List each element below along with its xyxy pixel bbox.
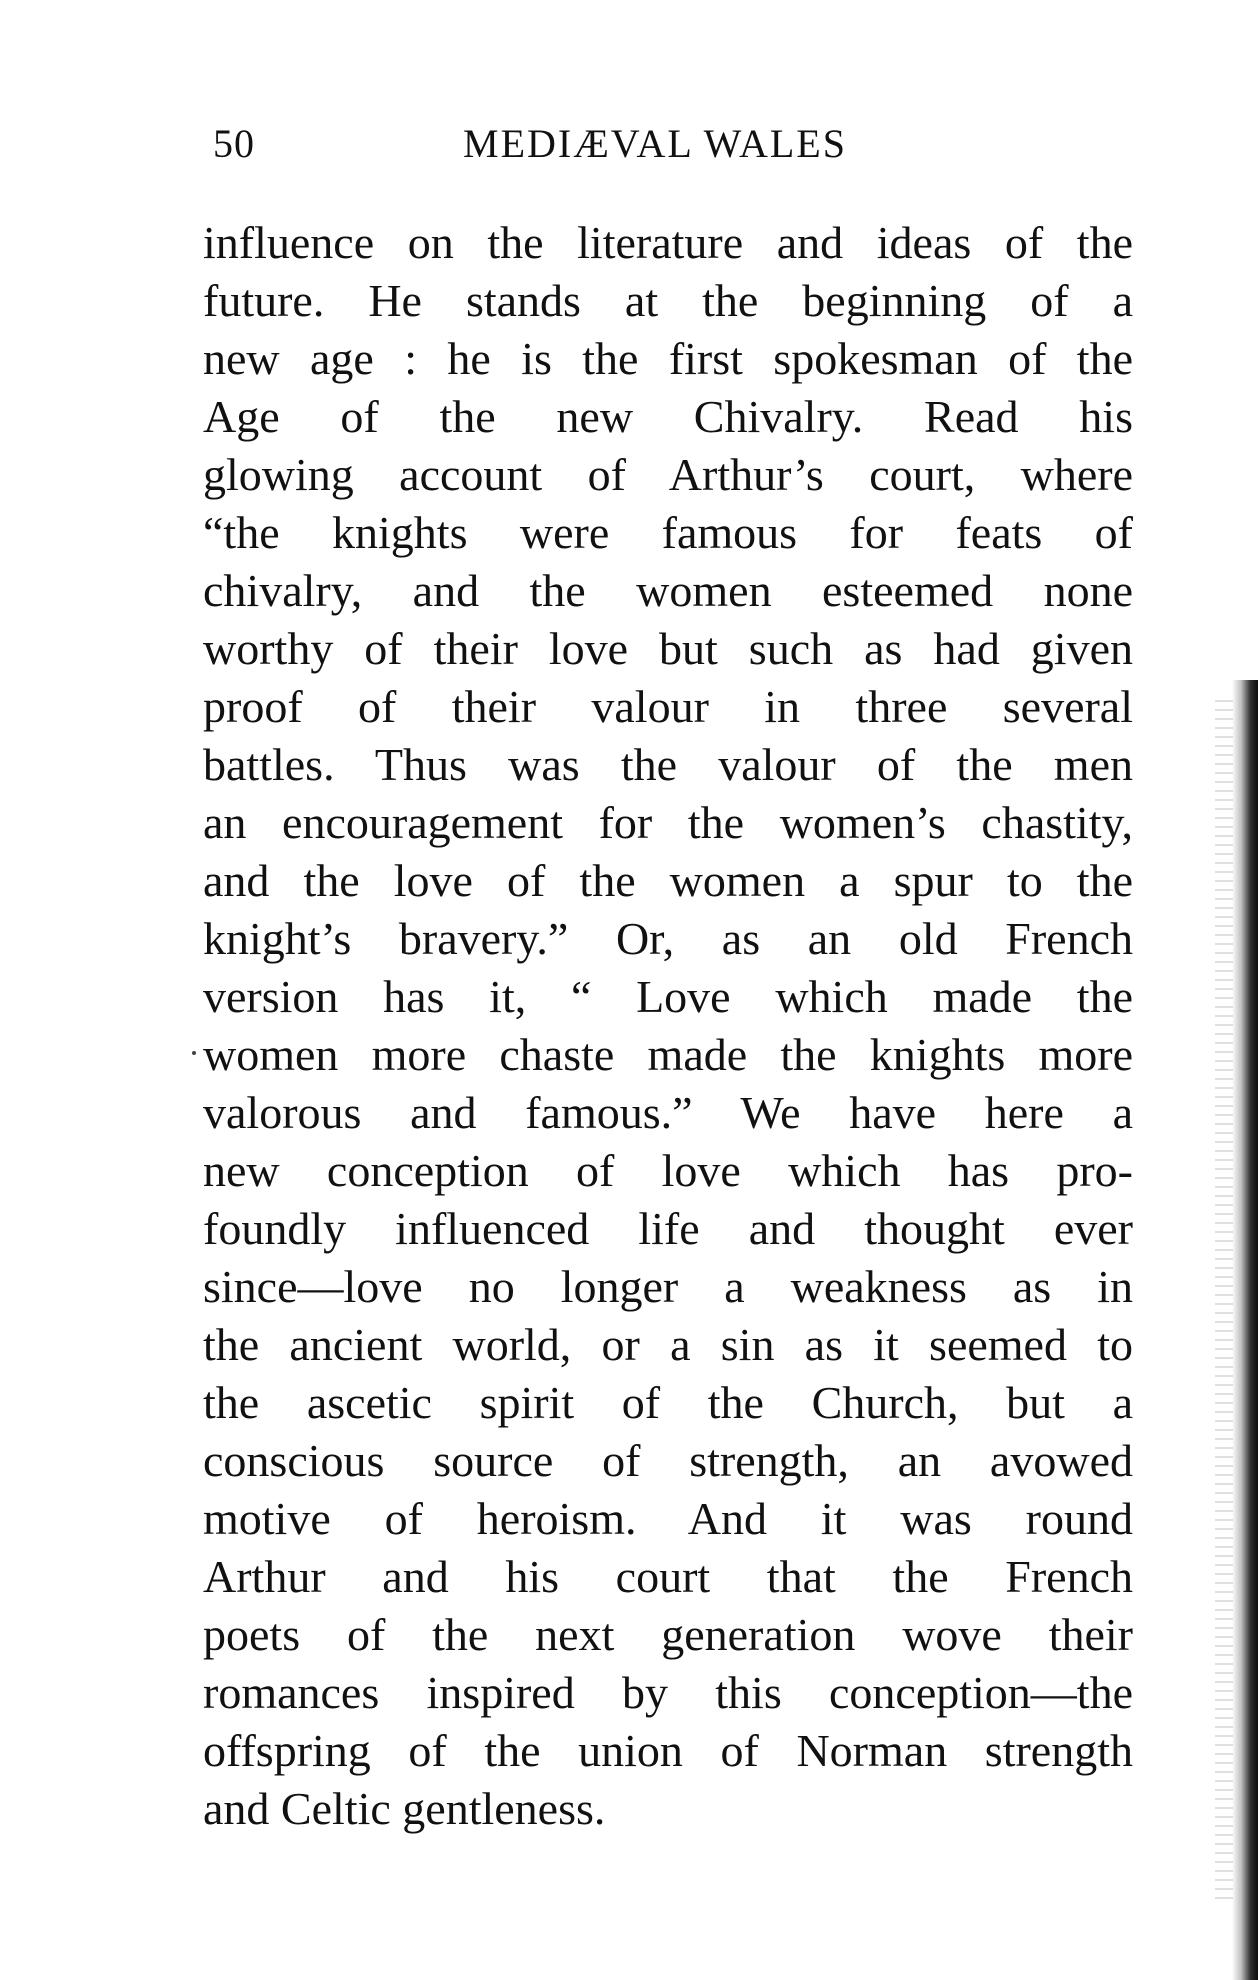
margin-speck: [192, 1051, 196, 1055]
text-line: offspring of the union of Norman strength: [203, 1725, 1133, 1776]
text-line: knight’s bravery.” Or, as an old French: [203, 913, 1133, 964]
text-line-last: and Celtic gentleness.: [203, 1783, 606, 1834]
text-line: the ancient world, or a sin as it seemed to: [203, 1319, 1133, 1370]
text-line: future. He stands at the beginning of a: [203, 275, 1133, 326]
text-line: Age of the new Chivalry. Read his: [203, 391, 1133, 442]
text-line: glowing account of Arthur’s court, where: [203, 449, 1133, 500]
text-line: battles. Thus was the valour of the men: [203, 739, 1133, 790]
text-line: motive of heroism. And it was round: [203, 1493, 1133, 1544]
running-title: MEDIÆVAL WALES: [463, 121, 847, 166]
text-line: new age : he is the first spokesman of the: [203, 333, 1133, 384]
text-line: and the love of the women a spur to the: [203, 855, 1133, 906]
text-line: an encouragement for the women’s chastity,: [203, 797, 1133, 848]
page-number: 50: [213, 121, 255, 166]
scan-gutter-shadow: [1232, 680, 1258, 1980]
body-text: [203, 214, 1133, 1838]
scan-gutter-specks: [1215, 700, 1233, 1900]
text-line: women more chaste made the knights more: [203, 1029, 1133, 1080]
text-line: since—love no longer a weakness as in: [203, 1261, 1133, 1312]
text-line: poets of the next generation wove their: [203, 1609, 1133, 1660]
text-line: the ascetic spirit of the Church, but a: [203, 1377, 1133, 1428]
text-line: proof of their valour in three several: [203, 681, 1133, 732]
text-line: valorous and famous.” We have here a: [203, 1087, 1133, 1138]
text-line: version has it, “ Love which made the: [203, 971, 1133, 1022]
text-line: foundly influenced life and thought ever: [203, 1203, 1133, 1254]
text-line: influence on the literature and ideas of the: [203, 217, 1133, 268]
text-line: “the knights were famous for feats of: [203, 507, 1133, 558]
running-head: [213, 120, 893, 180]
text-line: new conception of love which has pro-: [203, 1145, 1133, 1196]
text-line: worthy of their love but such as had given: [203, 623, 1133, 674]
text-line: conscious source of strength, an avowed: [203, 1435, 1133, 1486]
text-line: chivalry, and the women esteemed none: [203, 565, 1133, 616]
text-line: Arthur and his court that the French: [203, 1551, 1133, 1602]
text-line: romances inspired by this conception—the: [203, 1667, 1133, 1718]
